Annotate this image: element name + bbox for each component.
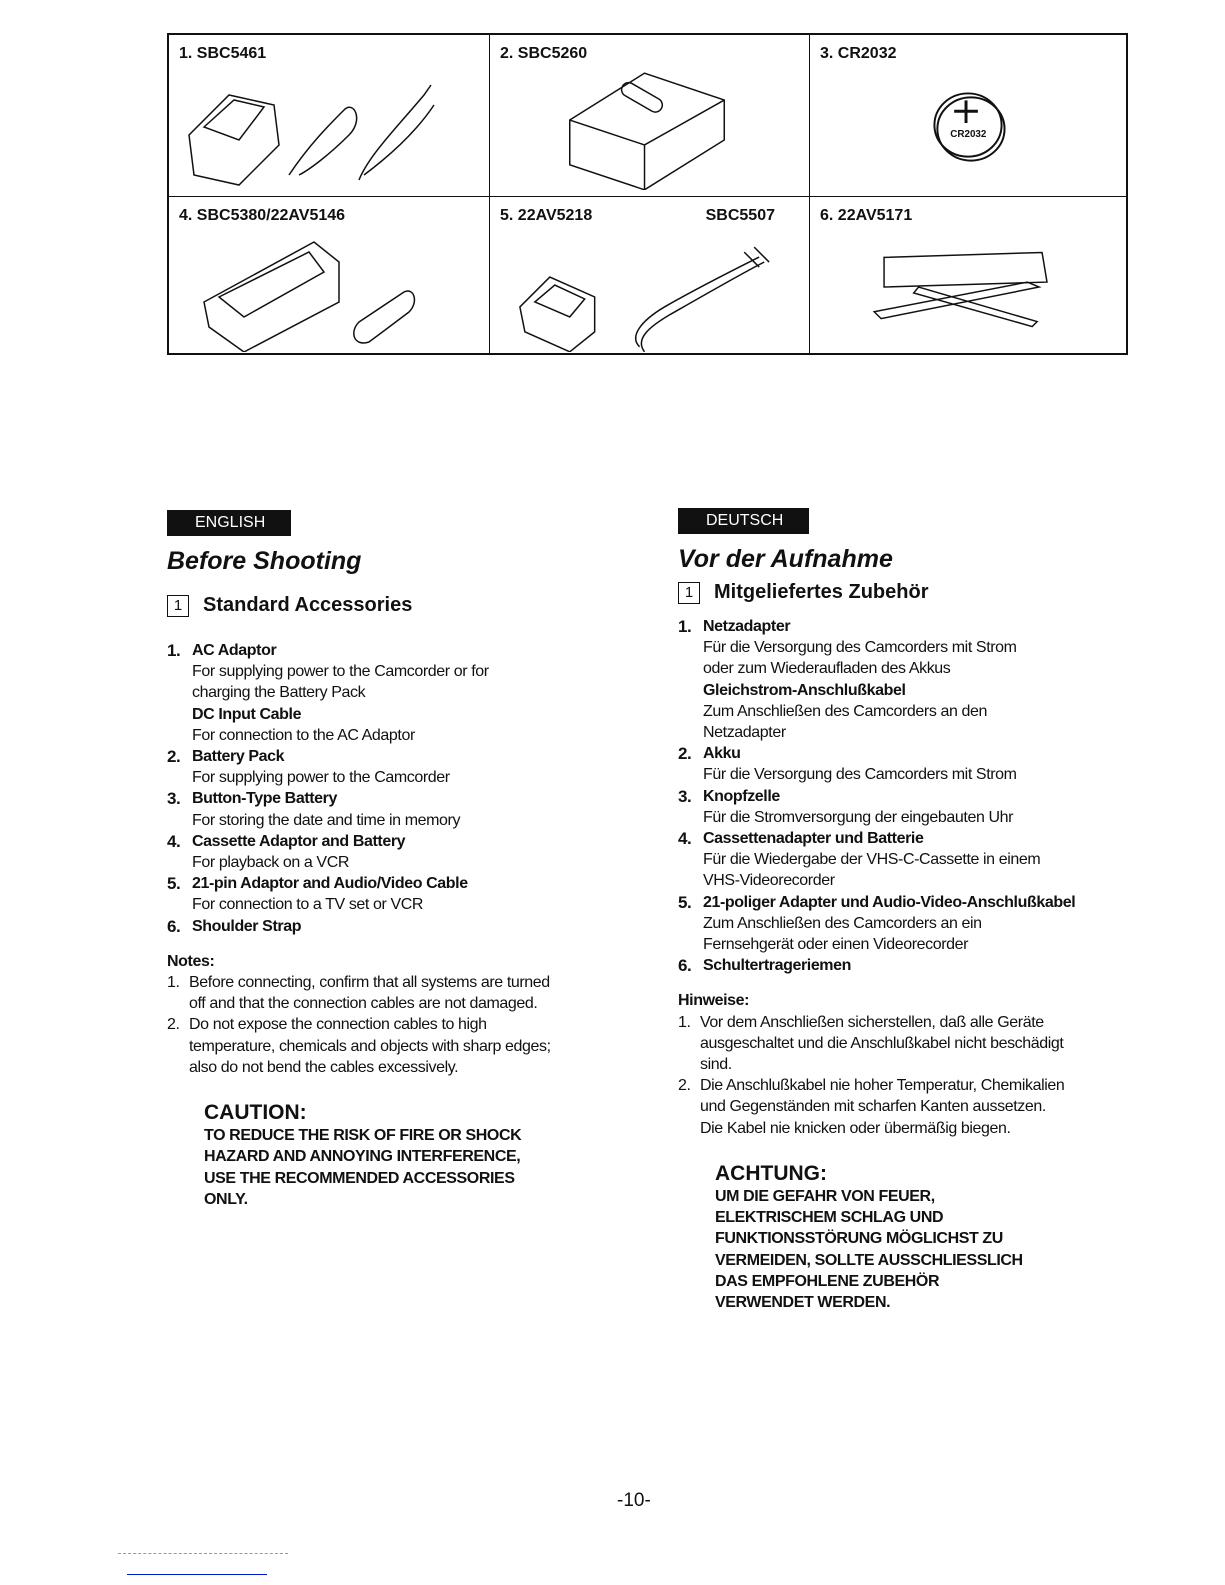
- note-text: Die Anschlußkabel nie hoher Temperatur, Chemikalien: [700, 1077, 1065, 1095]
- accessory-cell-1: [169, 35, 490, 197]
- section-number-box: 1: [678, 582, 700, 604]
- item-number: [678, 701, 703, 722]
- note-number: [167, 993, 189, 1014]
- caution-block: [167, 1102, 627, 1210]
- accessory-label-secondary: SBC5507: [705, 207, 775, 224]
- accessory-cell-6: [810, 197, 1126, 353]
- cassette-adaptor-illustration: [169, 227, 489, 352]
- note-text: und Gegenständen mit scharfen Kanten aussetzen.: [700, 1098, 1046, 1116]
- deutsch-content: [678, 616, 1138, 1313]
- note-line: [167, 1036, 627, 1057]
- subsection-title: Standard Accessories: [203, 594, 413, 616]
- item-description: VHS-Videorecorder: [703, 872, 835, 890]
- page-number: -10-: [617, 1490, 651, 1511]
- item-number: 2.: [167, 747, 181, 767]
- list-item-line: [678, 892, 1138, 913]
- note-number: [678, 1096, 700, 1117]
- item-name: Battery Pack: [192, 748, 285, 766]
- item-number: [167, 661, 192, 682]
- item-name: Schultertrageriemen: [703, 957, 852, 975]
- item-number: 3.: [167, 789, 181, 809]
- item-description: Zum Anschließen des Camcorders an den: [703, 702, 988, 720]
- item-number: [678, 807, 703, 828]
- item-number: [678, 913, 703, 934]
- accessory-label: 1. SBC5461: [179, 45, 267, 62]
- item-number: [678, 680, 703, 701]
- list-item-line: [678, 743, 1138, 764]
- list-item-line: [678, 637, 1138, 658]
- list-item-line: [167, 661, 627, 682]
- note-line: [167, 1014, 627, 1035]
- section-title-english: Before Shooting: [167, 547, 362, 575]
- item-description: For storing the date and time in memory: [192, 811, 461, 829]
- accessory-cell-4: [169, 197, 490, 353]
- item-description: oder zum Wiederaufladen des Akkus: [703, 660, 951, 678]
- item-number: [678, 722, 703, 743]
- note-line: [167, 993, 627, 1014]
- item-description: Für die Wiedergabe der VHS-C-Cassette in einem: [703, 851, 1041, 869]
- item-number: 3.: [678, 786, 692, 806]
- item-number: 1.: [167, 641, 181, 660]
- item-description: For supplying power to the Camcorder or for: [192, 663, 489, 681]
- note-text: temperature, chemicals and objects with sharp edges;: [189, 1037, 551, 1055]
- item-description: For supplying power to the Camcorder: [192, 769, 450, 787]
- item-description: For playback on a VCR: [192, 854, 350, 872]
- list-item-line: [167, 788, 627, 809]
- coin-text: CR2032: [950, 128, 987, 140]
- list-item-line: [167, 767, 627, 788]
- accessory-label: 5. 22AV5218: [500, 207, 593, 224]
- accessory-label: 3. CR2032: [820, 45, 897, 62]
- section-number-box: 1: [167, 595, 189, 617]
- button-battery-illustration: [810, 65, 1126, 190]
- item-number: [167, 852, 192, 873]
- caution-line: TO REDUCE THE RISK OF FIRE OR SHOCK: [204, 1127, 522, 1145]
- note-line: [678, 1033, 1138, 1054]
- item-description: Zum Anschließen des Camcorders an ein: [703, 914, 982, 932]
- list-item-line: [678, 701, 1138, 722]
- list-item-line: [678, 680, 1138, 701]
- item-number: 6.: [678, 956, 692, 976]
- list-item-line: [678, 870, 1138, 891]
- caution-heading: CAUTION:: [204, 1101, 307, 1125]
- caution-line: USE THE RECOMMENDED ACCESSORIES: [204, 1169, 515, 1187]
- item-number: [678, 849, 703, 870]
- list-item-line: [678, 849, 1138, 870]
- item-number: 4.: [167, 831, 181, 851]
- list-item-line: [678, 913, 1138, 934]
- caution-block: [678, 1163, 1138, 1313]
- caution-line: HAZARD AND ANNOYING INTERFERENCE,: [204, 1148, 521, 1166]
- notes-heading: Notes:: [167, 952, 215, 970]
- note-number: 2.: [167, 1016, 180, 1034]
- accessory-label: 2. SBC5260: [500, 45, 588, 62]
- list-item-line: [678, 955, 1138, 976]
- list-item-line: [167, 852, 627, 873]
- note-number: [167, 1036, 189, 1057]
- note-line: [167, 972, 627, 993]
- subsection-heading-deutsch: [678, 581, 928, 604]
- item-description: Netzadapter: [703, 724, 786, 742]
- note-text: off and that the connection cables are not damaged.: [189, 995, 538, 1013]
- note-number: 2.: [678, 1077, 691, 1095]
- item-name: Cassettenadapter und Batterie: [703, 830, 924, 848]
- item-name: Knopfzelle: [703, 787, 780, 805]
- item-number: [678, 870, 703, 891]
- ac-adaptor-illustration: [169, 65, 489, 190]
- item-number: [678, 764, 703, 785]
- list-item-line: [678, 934, 1138, 955]
- section-title-deutsch: Vor der Aufnahme: [678, 545, 893, 573]
- item-description: charging the Battery Pack: [192, 684, 366, 702]
- note-line: [678, 1075, 1138, 1096]
- item-number: [678, 658, 703, 679]
- list-item-line: [167, 894, 627, 915]
- note-text: Do not expose the connection cables to high: [189, 1016, 487, 1034]
- list-item-line: [167, 682, 627, 703]
- item-description: Für die Stromversorgung der eingebauten Uhr: [703, 808, 1014, 826]
- language-badge-deutsch: DEUTSCH: [678, 508, 809, 534]
- item-number: [678, 637, 703, 658]
- list-item-line: [678, 786, 1138, 807]
- list-item-line: [167, 831, 627, 852]
- item-description: Für die Versorgung des Camcorders mit Strom: [703, 766, 1017, 784]
- caution-line: ONLY.: [204, 1190, 248, 1208]
- note-number: 1.: [678, 1013, 691, 1031]
- item-name: Akku: [703, 745, 741, 763]
- accessory-cell-5: [490, 197, 810, 353]
- list-item-line: [167, 873, 627, 894]
- av-cable-illustration: [490, 227, 809, 352]
- item-name: Netzadapter: [703, 618, 791, 635]
- accessory-cell-2: [490, 35, 810, 197]
- item-number: [167, 767, 192, 788]
- list-item-line: [167, 704, 627, 725]
- item-name: Shoulder Strap: [192, 917, 302, 935]
- notes-heading: Hinweise:: [678, 992, 750, 1010]
- caution-line: VERMEIDEN, SOLLTE AUSSCHLIESSLICH: [715, 1251, 1023, 1269]
- item-number: [167, 682, 192, 703]
- subsection-title: Mitgeliefertes Zubehör: [714, 581, 929, 603]
- note-text: Die Kabel nie knicken oder übermäßig biegen.: [700, 1119, 1011, 1137]
- item-number: 5.: [678, 892, 692, 912]
- subsection-heading-english: [167, 594, 412, 617]
- accessories-table: [167, 33, 1128, 355]
- accessory-label: 4. SBC5380/22AV5146: [179, 207, 346, 224]
- caution-line: VERWENDET WERDEN.: [715, 1294, 891, 1312]
- item-number: 1.: [678, 617, 692, 636]
- item-number: 6.: [167, 916, 181, 936]
- list-item-line: [678, 764, 1138, 785]
- item-number: [167, 704, 192, 725]
- caution-line: DAS EMPFOHLENE ZUBEHÖR: [715, 1272, 940, 1290]
- item-number: 5.: [167, 874, 181, 894]
- list-item-line: [167, 916, 627, 937]
- list-item-line: [678, 807, 1138, 828]
- note-number: [678, 1118, 700, 1139]
- item-name: Gleichstrom-Anschlußkabel: [703, 681, 906, 699]
- caution-line: UM DIE GEFAHR VON FEUER,: [715, 1188, 935, 1206]
- list-item-line: [167, 746, 627, 767]
- english-content: [167, 640, 627, 1210]
- item-name: 21-poliger Adapter und Audio-Video-Anschlußkabel: [703, 893, 1076, 911]
- note-number: [678, 1054, 700, 1075]
- item-number: [167, 894, 192, 915]
- note-text: sind.: [700, 1056, 732, 1074]
- list-item-line: [167, 640, 627, 661]
- item-description: For connection to a TV set or VCR: [192, 896, 424, 914]
- item-number: 2.: [678, 744, 692, 764]
- item-number: 4.: [678, 829, 692, 849]
- note-text: ausgeschaltet und die Anschlußkabel nicht beschädigt: [700, 1034, 1064, 1052]
- note-text: Vor dem Anschließen sicherstellen, daß alle Geräte: [700, 1013, 1044, 1031]
- item-number: [167, 725, 192, 746]
- language-badge-english: ENGLISH: [167, 510, 291, 536]
- caution-heading: ACHTUNG:: [715, 1161, 827, 1185]
- shoulder-strap-illustration: [810, 227, 1126, 352]
- caution-line: ELEKTRISCHEM SCHLAG UND: [715, 1209, 944, 1227]
- note-text: also do not bend the cables excessively.: [189, 1058, 459, 1076]
- item-name: AC Adaptor: [192, 642, 277, 659]
- note-number: [678, 1033, 700, 1054]
- item-name: Cassette Adaptor and Battery: [192, 832, 406, 850]
- link-underline[interactable]: [127, 1574, 267, 1575]
- list-item-line: [167, 810, 627, 831]
- note-line: [678, 1012, 1138, 1033]
- item-number: [167, 810, 192, 831]
- accessory-cell-3: [810, 35, 1126, 197]
- scan-artifact: [118, 1553, 288, 1554]
- item-description: Für die Versorgung des Camcorders mit Strom: [703, 639, 1017, 657]
- list-item-line: [167, 725, 627, 746]
- note-number: 1.: [167, 974, 180, 992]
- item-description: Fernsehgerät oder einen Videorecorder: [703, 936, 969, 954]
- list-item-line: [678, 658, 1138, 679]
- list-item-line: [678, 722, 1138, 743]
- battery-pack-illustration: [490, 65, 809, 190]
- item-number: [678, 934, 703, 955]
- list-item-line: [678, 616, 1138, 637]
- item-description: For connection to the AC Adaptor: [192, 726, 415, 744]
- note-number: [167, 1057, 189, 1078]
- item-name: Button-Type Battery: [192, 790, 337, 808]
- accessory-label: 6. 22AV5171: [820, 207, 913, 224]
- note-line: [678, 1096, 1138, 1117]
- note-line: [167, 1057, 627, 1078]
- note-line: [678, 1118, 1138, 1139]
- list-item-line: [678, 828, 1138, 849]
- note-line: [678, 1054, 1138, 1075]
- item-name: 21-pin Adaptor and Audio/Video Cable: [192, 875, 468, 893]
- caution-line: FUNKTIONSSTÖRUNG MÖGLICHST ZU: [715, 1230, 1003, 1248]
- item-name: DC Input Cable: [192, 705, 302, 723]
- note-text: Before connecting, confirm that all systems are turned: [189, 974, 550, 992]
